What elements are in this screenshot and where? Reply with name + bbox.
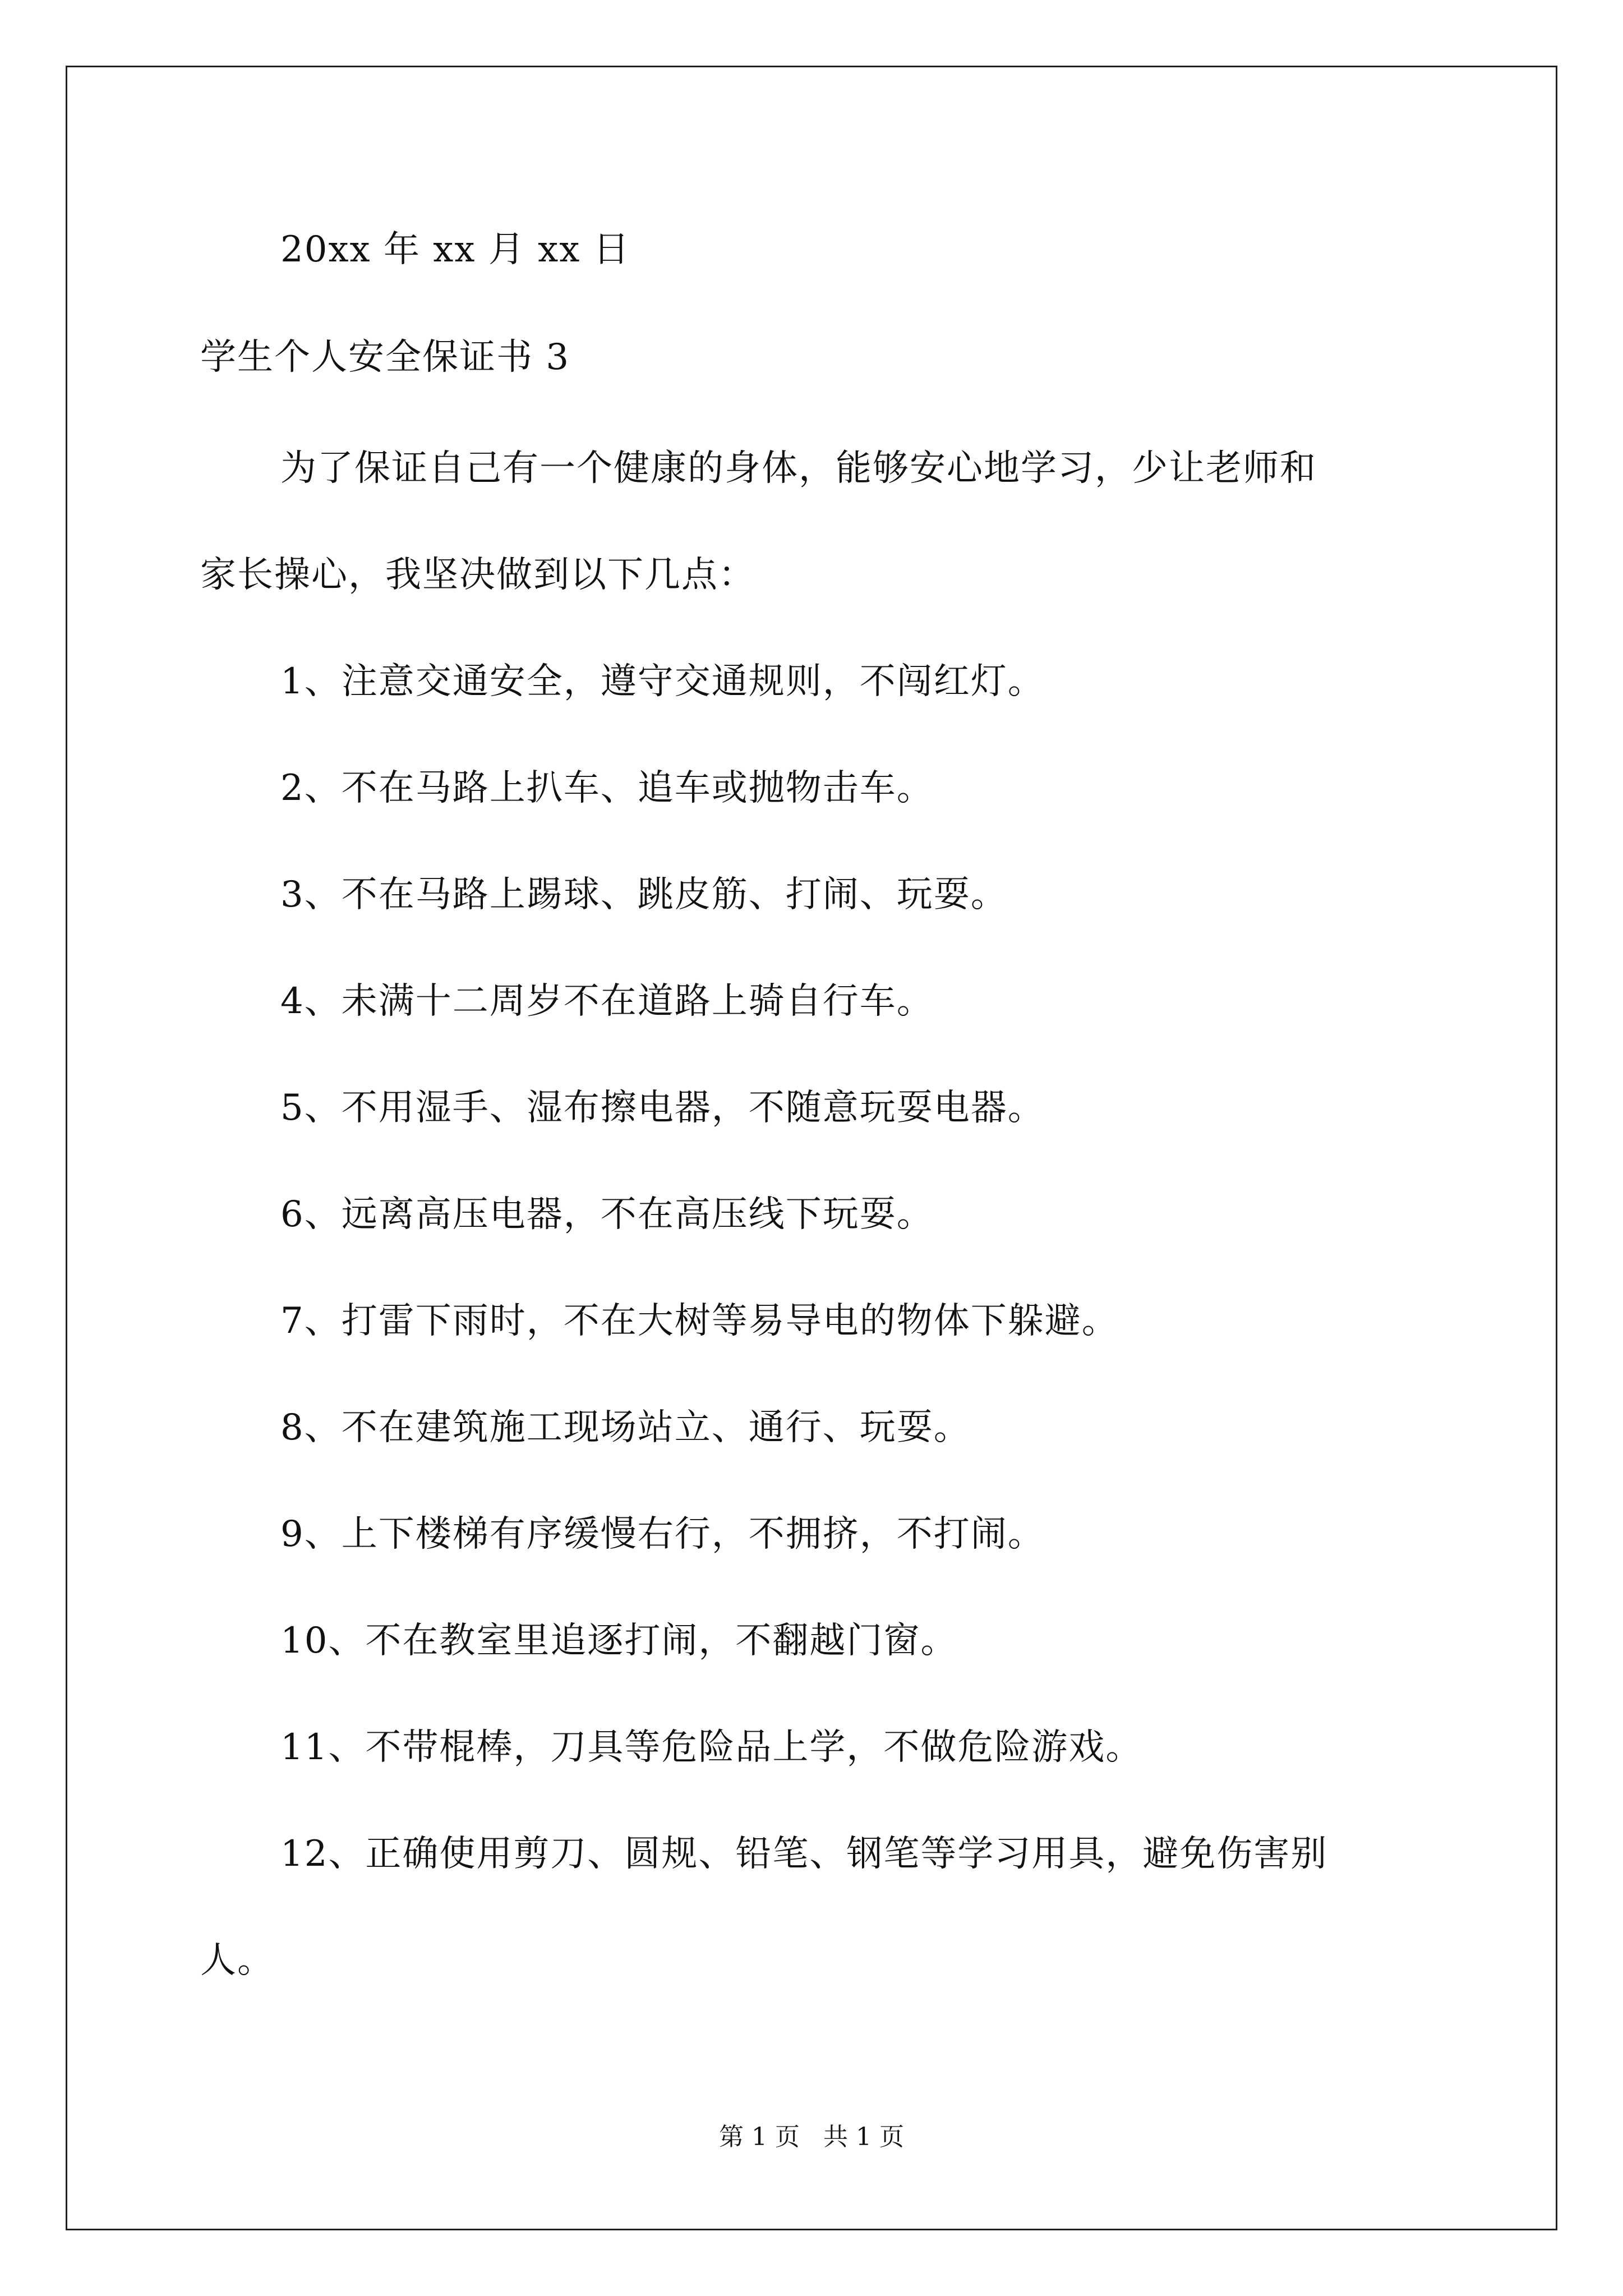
date-line: 20xx 年 xx 月 xx 日	[280, 229, 630, 270]
intro-line-1: 为了保证自己有一个健康的身体，能够安心地学习，少让老师和	[280, 448, 1317, 489]
list-item: 11、不带棍棒，刀具等危险品上学，不做危险游戏。	[280, 1727, 1143, 1768]
list-item: 6、远离高压电器，不在高压线下玩耍。	[280, 1194, 934, 1235]
list-item: 3、不在马路上踢球、跳皮筋、打闹、玩耍。	[280, 874, 1008, 915]
list-item: 1、注意交通安全，遵守交通规则，不闯红灯。	[280, 661, 1045, 702]
list-item: 9、上下楼梯有序缓慢右行，不拥挤，不打闹。	[280, 1513, 1045, 1555]
intro-line-2: 家长操心，我坚决做到以下几点：	[200, 554, 755, 596]
page-number-footer: 第 1 页 共 1 页	[719, 2123, 904, 2151]
list-item: 10、不在教室里追逐打闹，不翻越门窗。	[280, 1620, 958, 1662]
list-item: 7、打雷下雨时，不在大树等易导电的物体下躲避。	[280, 1300, 1119, 1342]
list-item: 2、不在马路上扒车、追车或抛物击车。	[280, 767, 934, 809]
document-title: 学生个人安全保证书 3	[200, 337, 570, 378]
list-item-12-line-2: 人。	[200, 1940, 274, 1981]
page-frame	[66, 66, 1557, 2230]
list-item-12-line-1: 12、正确使用剪刀、圆规、铅笔、钢笔等学习用具，避免伤害别	[280, 1833, 1328, 1875]
list-item: 8、不在建筑施工现场站立、通行、玩耍。	[280, 1407, 971, 1448]
list-item: 5、不用湿手、湿布擦电器，不随意玩耍电器。	[280, 1087, 1045, 1129]
list-item: 4、未满十二周岁不在道路上骑自行车。	[280, 981, 934, 1022]
